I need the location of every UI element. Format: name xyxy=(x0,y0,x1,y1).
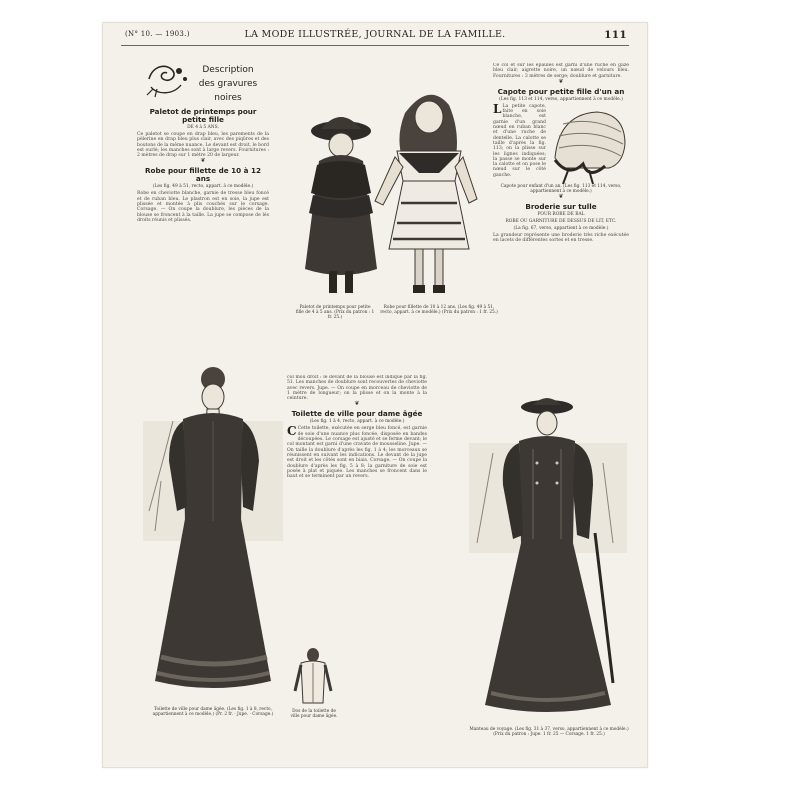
broderie-subheading: POUR ROBE DE BAL xyxy=(537,211,585,217)
caption-girl-tall: Robe pour fillette de 10 à 12 ans. (Les fig. 49 à 51, recto, appart. à ce modèle.) (Prix du patron : 1 fr. 25.) xyxy=(380,305,498,315)
section-ornament-icon: ❦ xyxy=(558,77,564,85)
page-header xyxy=(103,29,647,43)
back-view-engraving xyxy=(293,647,333,707)
capote-heading: Capote pour petite fille d'un an xyxy=(497,86,625,96)
capote-text: La petite capote, faite en soie blanche, est garnie d'un grand nœud en ruban blanc et d'une ruche de dentelle. La calotte se taille d'après la fig. 113; on la plisse sur les lignes indiquées; la passe se monte sur la calotte et on pose le nœud sur le côté gauche. xyxy=(493,103,546,178)
paletot-subheading: DE 4 à 5 ANS. xyxy=(187,125,219,130)
tall-girl-figure xyxy=(375,95,477,293)
paletot-text: Ce paletot se coupe en drap bleu, les parements de la pèlerine en drap bleu plus clair, avec des piqûres et des boutons de la même nuance. Le devant est droit, le bord est ourlé; les manches sont à large revers. Fournitures : 2 mètres de drap sur 1 mètre 20 de largeur. xyxy=(137,132,269,159)
drop-cap: C xyxy=(287,424,297,439)
small-girl-figure xyxy=(305,117,377,293)
toilette-text: Cette toilette, exécutée en serge bleu foncé, est garnie de soie d'une nuance plus foncée, disposée en bandes découpées. Le corsage est ajusté et se ferme devant; le col montant est garni d'une cravate de mousseline. Jupe. — On taille la doublure d'après les fig. 1 à 4; les morceaux se réunissent en suivant les indications. Le devant de la jupe est droit et les côtés sont en biais. Corsage. — On coupe la doublure d'après les fig. 5 à 8; la garniture de soie est posée à plat et piquée. Les manches se froncent dans le haut et se terminent par un revers. xyxy=(287,426,427,480)
girls-engraving xyxy=(279,53,489,303)
section-ornament-icon: ❦ xyxy=(558,192,564,200)
toilette-heading: Toilette de ville pour dame âgée xyxy=(291,409,423,419)
description-title-line1: Description xyxy=(202,65,254,75)
broderie-subheading-3: (La fig. 67, verso, appartient à ce modèle.) xyxy=(513,225,609,231)
lady-left-engraving xyxy=(143,361,283,701)
robe-heading: Robe pour fillette de 10 à 12 ans xyxy=(144,166,261,184)
robe-subheading: (Les fig. 49 à 51, recto, appart. à ce modèle.) xyxy=(152,184,254,190)
issue-number: (N° 10. — 1903.) xyxy=(125,30,190,38)
broderie-text: La grandeur représente une broderie très riche exécutée en lacets de différentes sortes et en tresse. xyxy=(493,232,629,244)
bonnet-engraving xyxy=(549,104,629,184)
flourish-ornament-icon xyxy=(143,59,191,99)
magazine-page xyxy=(102,22,648,768)
lady-right-engraving xyxy=(463,393,633,723)
paletot-heading: Paletot de printemps pour petite fille xyxy=(149,107,257,124)
section-ornament-icon: ❦ xyxy=(354,400,360,408)
broderie-heading: Broderie sur tulle xyxy=(525,201,597,211)
caption-lady-left: Toilette de ville pour dame âgée. (Les fig. 1 à 8, recto, appartiennent à ce modèle.) (Pr. 2 fr. · Jupe. · Corsage.) xyxy=(152,707,274,717)
page-number: 111 xyxy=(604,29,627,41)
broderie-subheading-2: ROBE OU GARNITURE DE DESSUS DE LIT, ETC. xyxy=(505,218,617,224)
caption-back-view: Dos de la toilette de ville pour dame âgée. xyxy=(290,709,338,719)
caption-lady-right: Manteau de voyage. (Les fig. 31 à 37, verso, appartiennent à ce modèle.) (Prix du patron : Jupe. 1 fr. 25 — Corsage. 1 fr. 25.) xyxy=(469,727,629,737)
description-title xyxy=(193,63,263,105)
caption-bonnet: Capote pour enfant d'un an. (Les fig. 113 et 114, verso, appartiennent à ce modèle.) xyxy=(500,183,622,194)
section-ornament-icon: ❦ xyxy=(200,157,206,165)
left-text-column xyxy=(137,105,269,371)
caption-girl-small: Paletot de printemps pour petite fille de 4 à 5 ans. (Prix du patron : 1 fr. 25.) xyxy=(295,305,375,320)
toilette-subheading: (Les fig. 1 à 4, recto, appart. à ce modèle.) xyxy=(309,419,405,425)
middle-top-text: col mou droit : le devant de la blouse est indiqué par la fig. 51. Les manches de doublure sont recouvertes de cheviotte avec revers. Jupe. — On coupe en morceau de cheviotte de 1 mètre de longueur; on la plisse et on la monte à la ceinture. xyxy=(287,375,427,402)
robe-text: Robe en cheviotte blanche, garnie de tresse bleu foncé et de ruban bleu. Le plastron est en soie, la jupe est plissée et montée à plis couchés sur le corsage. Corsage. — On coupe la doublure, les pièces de la blouse se froncent à la taille. La jupe se compose de lés droits réunis et plissés. xyxy=(137,191,269,223)
header-rule xyxy=(121,45,629,46)
drop-cap: L xyxy=(493,101,502,116)
description-title-line2: des gravures noires xyxy=(198,79,258,103)
capote-subheading: (Les fig. 113 et 114, verso, appartiennent à ce modèle.) xyxy=(499,96,623,102)
right-top-column xyxy=(493,63,629,355)
right-top-text: Ce col et sur les épaules est garni d'une ruche en gaze bleu clair, aigrette noire, un nœud de velours bleu. Fournitures : 3 mètres de serge; doublure et garniture. xyxy=(493,63,629,79)
journal-title: LA MODE ILLUSTRÉE, JOURNAL DE LA FAMILLE. xyxy=(244,29,506,40)
